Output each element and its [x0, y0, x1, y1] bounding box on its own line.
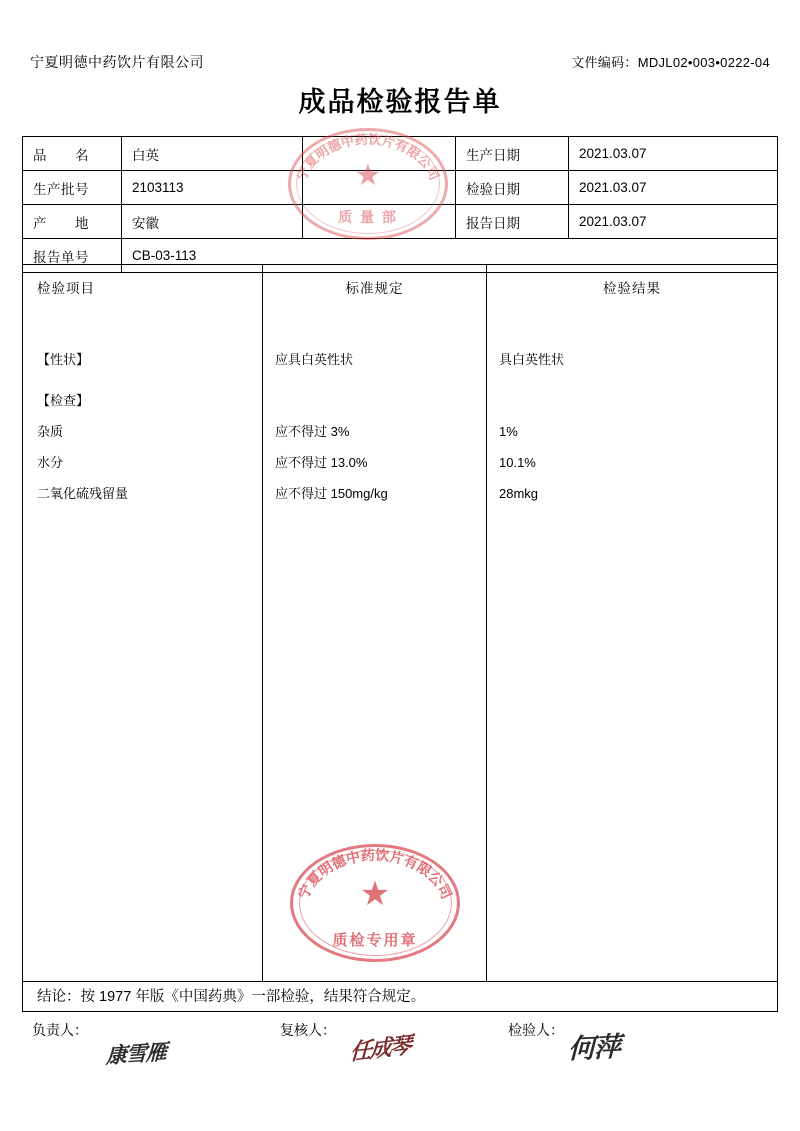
row-standard-2: 应不得过 3%: [275, 424, 350, 439]
production-date-value: 2021.03.07: [569, 137, 778, 171]
seal-company-text: 宁夏明德中药饮片有限公司: [295, 846, 455, 902]
report-no-value: CB-03-113: [122, 239, 778, 273]
report-date-value: 2021.03.07: [569, 205, 778, 239]
signature-inspector: [496, 1020, 778, 1076]
seal-department-text: 质 量 部: [338, 208, 398, 225]
row-result-1: [487, 385, 777, 416]
responsible-signature: 康雪雁: [105, 1038, 167, 1069]
row-item-1: 【检查】: [37, 393, 90, 408]
column-header-standard: 标准规定: [345, 281, 404, 296]
company-name: 宁夏明德中药饮片有限公司: [30, 54, 204, 70]
origin-value: 安徽: [122, 205, 303, 239]
report-date-label: 报告日期: [456, 205, 569, 239]
product-name-value: 白英: [122, 137, 303, 171]
reviewer-label: 复核人：: [280, 1022, 336, 1038]
inspect-date-value: 2021.03.07: [569, 171, 778, 205]
row-result-2: 1%: [499, 424, 518, 439]
production-date-label: 生产日期: [456, 137, 569, 171]
batch-label: 生产批号: [23, 171, 122, 205]
row-standard-1: [263, 385, 486, 416]
row-standard-3: 应不得过 13.0%: [275, 455, 368, 470]
origin-label: 产 地: [23, 205, 122, 239]
column-results: [487, 265, 777, 981]
product-info-table: [22, 136, 778, 273]
result-rows: [487, 335, 777, 509]
signature-row: [22, 1020, 778, 1076]
row-result-3: 10.1%: [499, 455, 536, 470]
column-header-result: 检验结果: [603, 281, 661, 296]
column-items: [23, 265, 263, 981]
row-result-4: 28mkg: [499, 486, 539, 501]
batch-value: 2103113: [122, 171, 303, 205]
reviewer-signature: 任成琴: [349, 1032, 411, 1066]
signature-reviewer: [272, 1020, 496, 1076]
responsible-label: 负责人：: [32, 1022, 88, 1038]
inspection-results-grid: [22, 264, 778, 982]
table-row: [23, 205, 778, 239]
inspector-signature: 何萍: [567, 1031, 621, 1066]
document-code: 文件编码：MDJL02•003•0222-04: [571, 55, 770, 70]
item-rows: [23, 335, 262, 509]
column-header-item: 检验项目: [37, 281, 95, 296]
row-item-2: 杂质: [37, 424, 64, 439]
row-item-3: 水分: [37, 455, 64, 470]
row-result-0: 具白英性状: [499, 352, 565, 367]
row-item-0: 【性状】: [37, 352, 90, 367]
seal-department-text: 质检专用章: [332, 932, 418, 950]
table-row: [23, 171, 778, 205]
page-title: 成品检验报告单: [298, 87, 502, 117]
table-row: [23, 137, 778, 171]
row-item-4: 二氧化硫残留量: [37, 486, 129, 501]
standard-rows: [263, 335, 486, 509]
spacer-cell: [303, 205, 456, 239]
row-standard-0: 应具白英性状: [275, 352, 354, 367]
row-standard-4: 应不得过 150mg/kg: [275, 486, 388, 501]
inspector-label: 检验人：: [508, 1022, 564, 1038]
seal-company-text: 宁夏明德中药饮片有限公司: [293, 131, 443, 183]
star-icon: ★: [354, 159, 382, 193]
signature-responsible: [22, 1020, 272, 1076]
product-name-label: 品 名: [23, 137, 122, 171]
document-header: [30, 52, 770, 72]
spacer-cell: [303, 171, 456, 205]
report-no-label: 报告单号: [23, 239, 122, 273]
spacer-cell: [303, 137, 456, 171]
column-standards: [263, 265, 487, 981]
conclusion-text: 结论：按 1977 年版《中国药典》一部检验，结果符合规定。: [22, 982, 778, 1012]
inspect-date-label: 检验日期: [456, 171, 569, 205]
star-icon: ★: [359, 875, 391, 913]
